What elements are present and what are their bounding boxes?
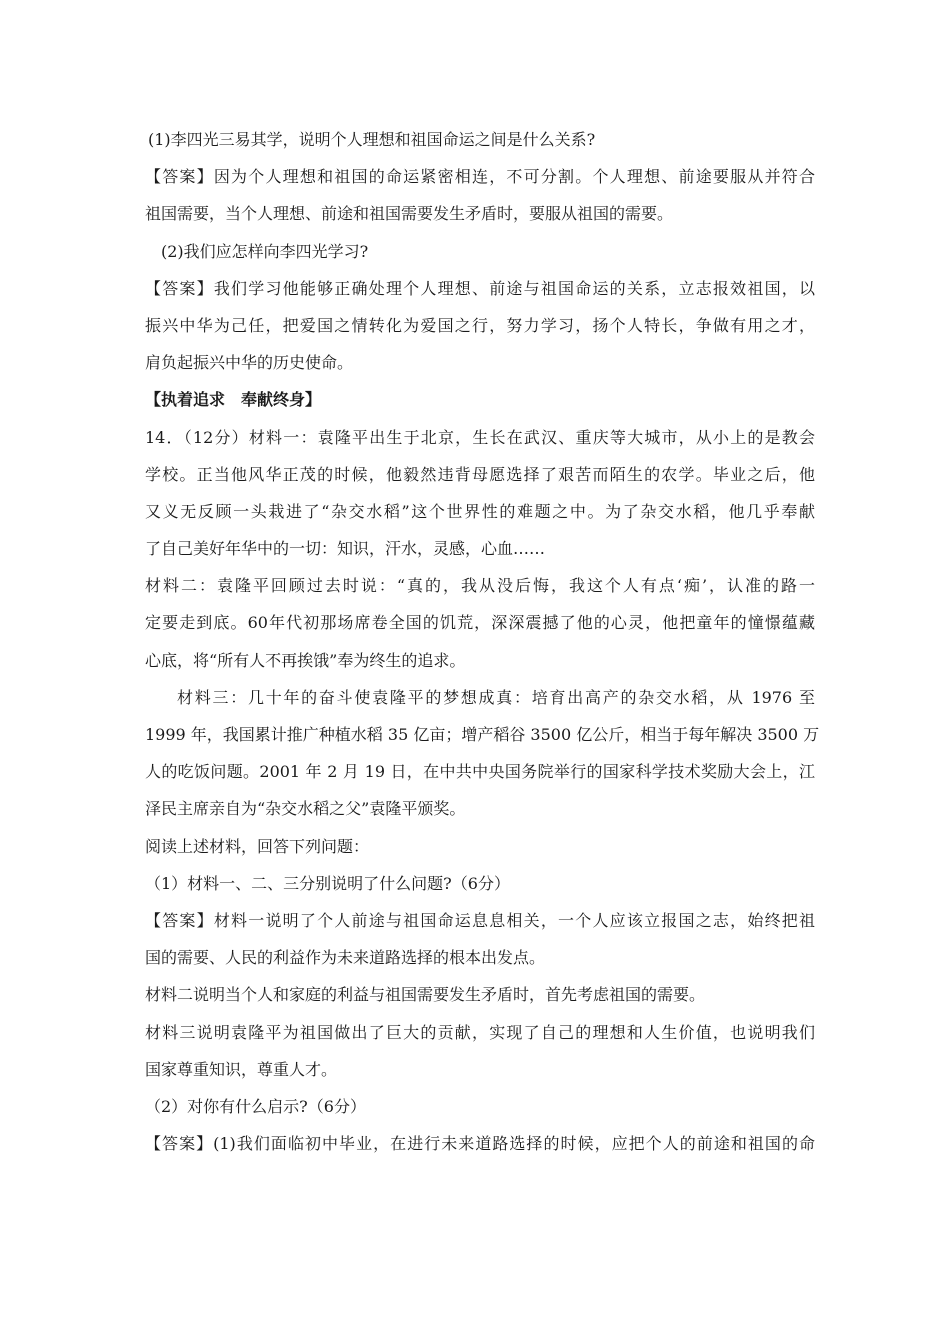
- material-2-line-1: 材料二：袁隆平回顾过去时说：“真的，我从没后悔，我这个人有点‘痴’，认准的路一: [145, 576, 815, 596]
- answer-1-2-line-1: 【答案】我们学习他能够正确处理个人理想、前途与祖国命运的关系，立志报效祖国，以: [145, 278, 815, 298]
- question-14-material-1-line-4: 了自己美好年华中的一切：知识，汗水，灵感，心血……: [145, 539, 546, 559]
- question-14-material-1-line-2: 学校。正当他风华正茂的时候，他毅然违背母愿选择了艰苦而陌生的农学。毕业之后，他: [145, 464, 815, 484]
- answer-1-1-line-2: 祖国需要，当个人理想、前途和祖国需要发生矛盾时，要服从祖国的需要。: [145, 204, 674, 224]
- answer-14-2-line-1: 【答案】(1)我们面临初中毕业，在进行未来道路选择的时候，应把个人的前途和祖国的命: [145, 1134, 815, 1154]
- answer-1-2-line-3: 肩负起振兴中华的历史使命。: [145, 353, 354, 373]
- answer-14-1-line-4: 材料三说明袁隆平为祖国做出了巨大的贡献，实现了自己的理想和人生价值，也说明我们: [145, 1022, 815, 1042]
- answer-14-1-line-3: 材料二说明当个人和家庭的利益与祖国需要发生矛盾时，首先考虑祖国的需要。: [145, 985, 706, 1005]
- material-3-line-1: 材料三：几十年的奋斗使袁隆平的梦想成真：培育出高产的杂交水稻，从 1976 至: [177, 687, 815, 707]
- question-14-material-1-line-3: 又义无反顾一头栽进了“杂交水稻”这个世界性的难题之中。为了杂交水稻，他几乎奉献: [145, 501, 815, 521]
- question-1-2: (2)我们应怎样向李四光学习?: [161, 241, 369, 261]
- reading-instruction: 阅读上述材料，回答下列问题：: [145, 836, 370, 856]
- question-14-1: （1）材料一、二、三分别说明了什么问题?（6分）: [145, 873, 510, 893]
- section-heading: 【执着追求 奉献终身】: [145, 390, 322, 410]
- material-2-line-2: 定要走到底。60年代初那场席卷全国的饥荒，深深震撼了他的心灵，他把童年的憧憬蕴藏: [145, 613, 815, 633]
- material-3-line-3: 人的吃饭问题。2001 年 2 月 19 日，在中共中央国务院举行的国家科学技术奖励大会上，江: [145, 762, 815, 782]
- question-1-1: (1)李四光三易其学，说明个人理想和祖国命运之间是什么关系?: [148, 130, 596, 149]
- answer-1-2-line-2: 振兴中华为己任，把爱国之情转化为爱国之行，努力学习，扬个人特长，争做有用之才，: [145, 315, 815, 335]
- material-2-line-3: 心底，将“所有人不再挨饿”奉为终生的追求。: [145, 650, 466, 670]
- material-3-line-2: 1999 年，我国累计推广种植水稻 35 亿亩；增产稻谷 3500 亿公斤，相当于每年解决 3500 万: [145, 725, 820, 744]
- answer-14-1-line-1: 【答案】材料一说明了个人前途与祖国命运息息相关，一个人应该立报国之志，始终把祖: [145, 910, 815, 930]
- question-14-material-1-line-1: 14．（12分）材料一：袁隆平出生于北京，生长在武汉、重庆等大城市，从小上的是教会: [145, 427, 815, 447]
- answer-14-1-line-2: 国的需要、人民的利益作为未来道路选择的根本出发点。: [145, 948, 546, 968]
- question-14-2: （2）对你有什么启示?（6分）: [145, 1096, 366, 1116]
- document-page: [145, 129, 820, 1170]
- material-3-line-4: 泽民主席亲自为“杂交水稻之父”袁隆平颁奖。: [145, 799, 466, 819]
- answer-1-1-line-1: 【答案】因为个人理想和祖国的命运紧密相连，不可分割。个人理想、前途要服从并符合: [145, 167, 815, 187]
- answer-14-1-line-5: 国家尊重知识，尊重人才。: [145, 1059, 338, 1079]
